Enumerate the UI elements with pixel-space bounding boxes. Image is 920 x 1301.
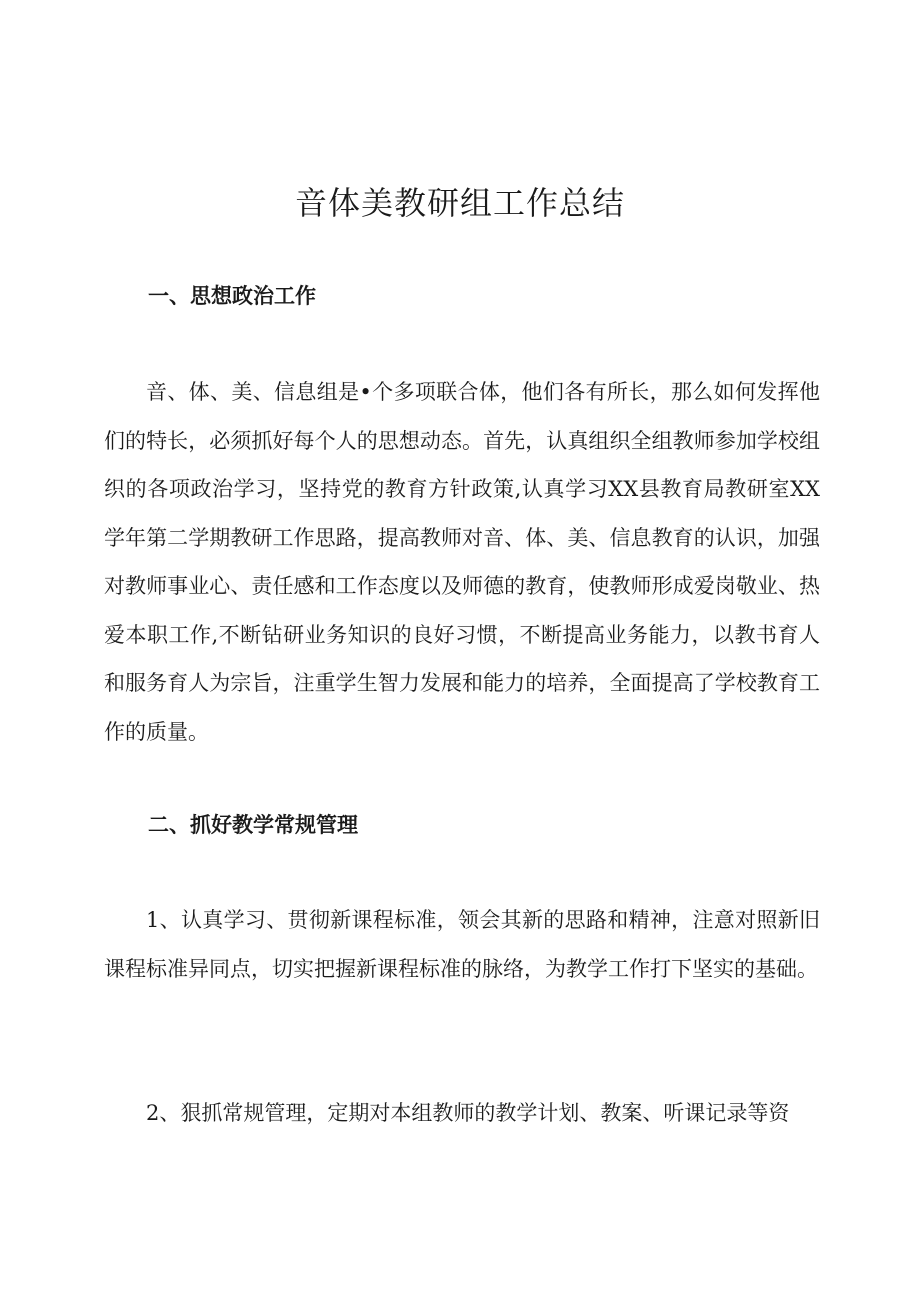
paragraph-political-work: 音、体、美、信息组是•个多项联合体，他们各有所长，那么如何发挥他们的特长，必须抓好每个人的思想动态。首先，认真组织全组教师参加学校组织的各项政治学习，坚持党的教育方针政策,认真学习XX县教育局教研室XX学年第二学期教研工作思路，提高教师对音、体、美、信息教育的认识，加强对教师事业心、责任感和工作态度以及师德的教育，使教师形成爱岗敬业、热爱本职工作,不断钻研业务知识的良好习惯，不断提高业务能力，以教书育人和服务育人为宗旨，注重学生智力发展和能力的培养，全面提高了学校教育工作的质量。	[104, 380, 820, 744]
paragraph-new-curriculum: 1、认真学习、贯彻新课程标准，领会其新的思路和精神，注意对照新旧课程标准异同点，切实把握新课程标准的脉络，为教学工作打下坚实的基础。	[104, 908, 820, 981]
section-heading-political-work: 一、思想政治工作	[148, 283, 316, 308]
section-heading-teaching-management: 二、抓好教学常规管理	[148, 812, 358, 837]
paragraph-routine-management: 2、狠抓常规管理，定期对本组教师的教学计划、教案、听课记录等资	[146, 1101, 790, 1125]
document-title: 音体美教研组工作总结	[294, 184, 625, 222]
